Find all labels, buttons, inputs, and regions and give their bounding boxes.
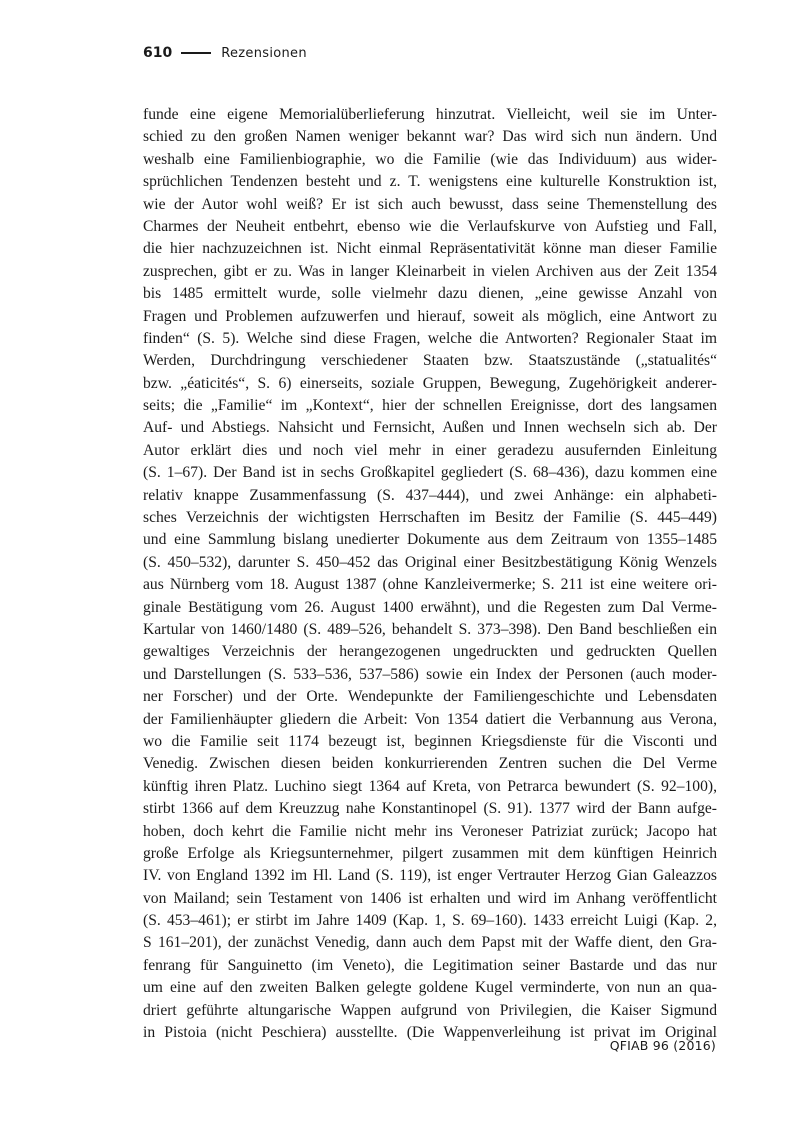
running-header: [143, 42, 307, 64]
text-line: schied zu den großen Namen weniger bekannt war? Das wird sich nun ändern. Und: [143, 128, 717, 146]
text-line: um eine auf den zweiten Balken gelegte goldene Kugel verminderte, von nun an qua-: [143, 979, 717, 997]
text-line: S 161–201), der zunächst Venedig, dann auch dem Papst mit der Waffe dient, den Gra-: [143, 934, 717, 952]
text-line: sprüchlichen Tendenzen besteht und z. T. wenigstens eine kulturelle Konstruktion ist,: [143, 173, 717, 191]
text-line: driert geführte altungarische Wappen aufgrund von Privilegien, die Kaiser Sigmund: [143, 1001, 717, 1019]
text-line: relativ knappe Zusammenfassung (S. 437–444), und zwei Anhänge: ein alphabeti-: [143, 486, 717, 504]
text-line: künftig ihren Platz. Luchino siegt 1364 auf Kreta, von Petrarca bewundert (S. 92–100),: [143, 777, 717, 795]
text-line: seits; die „Familie“ im „Kontext“, hier der schnellen Ereignisse, dort des langsamen: [143, 397, 717, 415]
text-line: (S. 1–67). Der Band ist in sechs Großkapitel gegliedert (S. 68–436), dazu kommen eine: [143, 464, 717, 482]
text-line: zusprechen, gibt er zu. Was in langer Kleinarbeit in vielen Archiven aus der Zeit 1354: [143, 262, 717, 280]
text-line: und Darstellungen (S. 533–536, 537–586) sowie ein Index der Personen (auch moder-: [143, 665, 717, 683]
review-body-text: [143, 104, 717, 1044]
text-line: fenrang für Sanguinetto (im Veneto), die Legitimation seiner Bastarde und das nur: [143, 956, 717, 974]
text-line: ner Forscher) und der Orte. Wendepunkte der Familiengeschichte und Lebensdaten: [143, 688, 717, 706]
text-line: IV. von England 1392 im Hl. Land (S. 119), ist enger Vertrauter Herzog Gian Galeazzos: [143, 867, 717, 885]
journal-footer: QFIAB 96 (2016): [609, 1038, 716, 1053]
text-line: bzw. „éaticités“, S. 6) einerseits, soziale Gruppen, Bewegung, Zugehörigkeit anderer-: [143, 374, 717, 392]
text-line: Kartular von 1460/1480 (S. 489–526, behandelt S. 373–398). Den Band beschließen ein: [143, 620, 717, 638]
text-line: stirbt 1366 auf dem Kreuzzug nahe Konstantinopel (S. 91). 1377 wird der Bann aufge-: [143, 800, 717, 818]
text-line: Charmes der Neuheit entbehrt, ebenso wie die Verlaufskurve von Aufstieg und Fall,: [143, 217, 717, 235]
text-line: und eine Sammlung bislang unedierter Dokumente aus dem Zeitraum von 1355–1485: [143, 531, 717, 549]
page-number: 610: [143, 45, 173, 61]
text-line: ginale Bestätigung vom 26. August 1400 erwähnt), und die Regesten zum Dal Verme-: [143, 598, 717, 616]
header-rule: [181, 52, 211, 54]
text-line: (S. 453–461); er stirbt im Jahre 1409 (Kap. 1, S. 69–160). 1433 erreicht Luigi (Kap. 2,: [143, 912, 717, 930]
text-line: die hier nachzuzeichnen ist. Nicht einmal Repräsentativität könne man dieser Familie: [143, 240, 717, 258]
text-line: sches Verzeichnis der wichtigsten Herrschaften im Besitz der Familie (S. 445–449): [143, 509, 717, 527]
text-line: funde eine eigene Memorialüberlieferung hinzutrat. Vielleicht, weil sie im Unter-: [143, 106, 717, 123]
text-line: Werden, Durchdringung verschiedener Staaten bzw. Staatszustände („statualités“: [143, 352, 717, 370]
text-line: große Erfolge als Kriegsunternehmer, pilgert zusammen mit dem künftigen Heinrich: [143, 844, 717, 862]
text-line: finden“ (S. 5). Welche sind diese Fragen, welche die Antworten? Regionaler Staat im: [143, 329, 717, 347]
text-line: aus Nürnberg vom 18. August 1387 (ohne Kanzleivermerke; S. 211 ist eine weitere ori-: [143, 576, 717, 594]
text-line: bis 1485 ermittelt wurde, solle vielmehr dazu dienen, „eine gewisse Anzahl von: [143, 285, 717, 303]
text-line: von Mailand; sein Testament von 1406 ist erhalten und wird im Anhang veröffentlicht: [143, 889, 717, 907]
text-line: wie der Autor wohl weiß? Er ist sich auch bewusst, dass seine Themenstellung des: [143, 195, 717, 213]
text-line: hoben, doch kehrt die Familie nicht mehr ins Veroneser Patriziat zurück; Jacopo hat: [143, 822, 717, 840]
text-line: (S. 450–532), darunter S. 450–452 das Original einer Besitzbestätigung König Wenzels: [143, 553, 717, 571]
section-title: Rezensionen: [221, 45, 307, 61]
text-line: Autor erklärt dies und noch viel mehr in einer geradezu ausufernden Einleitung: [143, 441, 717, 459]
text-line: Venedig. Zwischen diesen beiden konkurrierenden Zentren suchen die Del Verme: [143, 755, 717, 773]
text-line: der Familienhäupter gliedern die Arbeit: Von 1354 datiert die Verbannung aus Verona,: [143, 710, 717, 728]
text-line: wo die Familie seit 1174 bezeugt ist, beginnen Kriegsdienste für die Visconti und: [143, 732, 717, 750]
text-line: Fragen und Problemen aufzuwerfen und hierauf, soweit als möglich, eine Antwort zu: [143, 307, 717, 325]
text-line: in Pistoia (nicht Peschiera) ausstellte. (Die Wappenverleihung ist privat im Original: [143, 1024, 717, 1042]
text-line: Auf- und Abstiegs. Nahsicht und Fernsicht, Außen und Innen wechseln sich ab. Der: [143, 419, 717, 437]
text-line: gewaltiges Verzeichnis der herangezogenen ungedruckten und gedruckten Quellen: [143, 643, 717, 661]
text-line: weshalb eine Familienbiographie, wo die Familie (wie das Individuum) aus wider-: [143, 150, 717, 168]
